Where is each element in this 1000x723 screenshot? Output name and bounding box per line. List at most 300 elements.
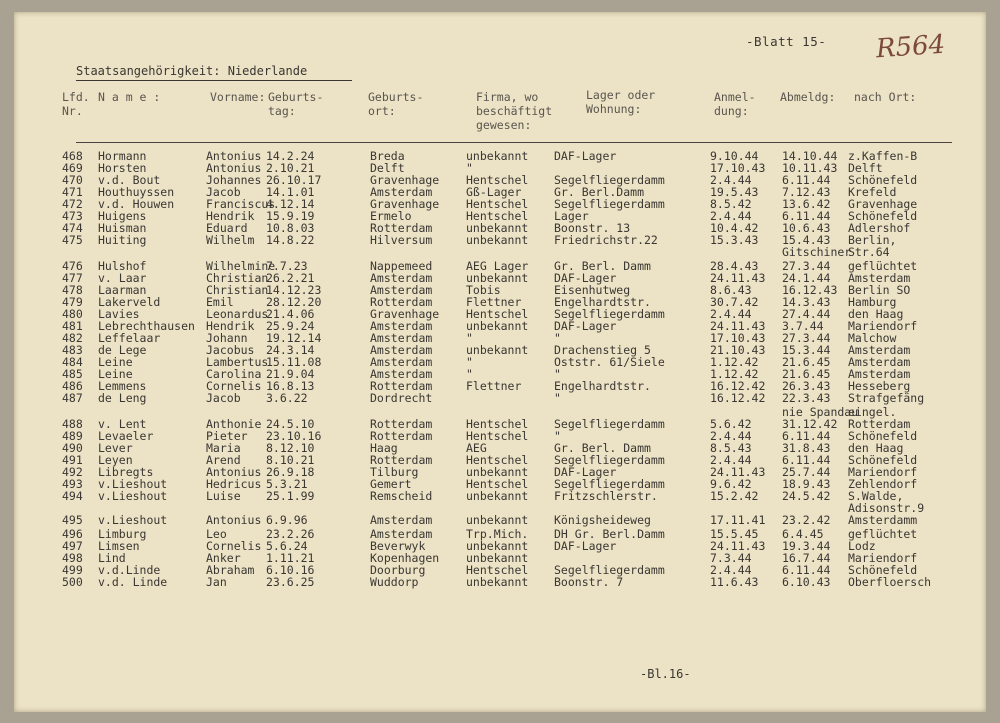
document-sheet (14, 12, 986, 712)
cell-nach-ort: Rotterdam (848, 417, 911, 431)
cell-lager: Gr. Berl. Damm (554, 259, 651, 273)
cell-geb-ort: Remscheid (370, 489, 433, 503)
cell-abmeldung: 10.6.43 (782, 221, 831, 235)
cell-firma: Hentschel (466, 563, 529, 577)
cell-firma: Flettner (466, 379, 522, 393)
cell-anmeldung: 17.10.43 (710, 161, 766, 175)
cell-abmeldung: 6.11.44 (782, 209, 831, 223)
cell-geb-tag: 5.3.21 (266, 477, 308, 491)
cell-abmeldung: 10.11.43 (782, 161, 838, 175)
cell-nach-ort: Adlershof (848, 221, 911, 235)
cell-nach-ort: Berlin, (848, 233, 897, 247)
cell-geb-ort: Amsterdam (370, 355, 433, 369)
cell-name: Leine (98, 355, 133, 369)
cell-vorname: Jacob (206, 185, 241, 199)
cell-abmeldung: 19.3.44 (782, 539, 831, 553)
cell-anmeldung: 2.4.44 (710, 307, 752, 321)
cell-nr: 486 (62, 379, 83, 393)
cell-vorname: Anker (206, 551, 241, 565)
cell-geb-ort: Rotterdam (370, 221, 433, 235)
cell-geb-tag: 21.9.04 (266, 367, 315, 381)
cell-vorname: Jan (206, 575, 227, 589)
cell-nach-ort: Schönefeld (848, 429, 918, 443)
cell-geb-tag: 3.6.22 (266, 391, 308, 405)
cell-anmeldung: 8.5.43 (710, 441, 752, 455)
cell-nr: 471 (62, 185, 83, 199)
cell-vorname: Pieter (206, 429, 248, 443)
cell-anmeldung: 2.4.44 (710, 563, 752, 577)
cell-firma: Flettner (466, 295, 522, 309)
cell-nr: 491 (62, 453, 83, 467)
cell-name: Leine (98, 367, 133, 381)
subject-underline (76, 80, 352, 81)
cell-name: Huigens (98, 209, 147, 223)
cell-anmeldung: 2.4.44 (710, 429, 752, 443)
cell-geb-tag: 2.10.21 (266, 161, 315, 175)
cell-geb-tag: 26.2.21 (266, 271, 315, 285)
cell-geb-tag: 23.10.16 (266, 429, 322, 443)
cell-name: v.Lieshout (98, 477, 168, 491)
cell-firma: Hentschel (466, 173, 529, 187)
cell-nr: 497 (62, 539, 83, 553)
cell-abmeldung: 25.7.44 (782, 465, 831, 479)
cell-geb-tag: 7.7.23 (266, 259, 308, 273)
cell-geb-ort: Dordrecht (370, 391, 433, 405)
cell-name: Lavies (98, 307, 140, 321)
cell-abmeldung: 13.6.42 (782, 197, 831, 211)
cell-geb-tag: 5.6.24 (266, 539, 308, 553)
cell-firma: Hentschel (466, 197, 529, 211)
cell-name: Limburg (98, 527, 147, 541)
cell-vorname: Wilhelm (206, 233, 255, 247)
cell-anmeldung: 16.12.42 (710, 379, 766, 393)
cell-vorname: Christian (206, 271, 269, 285)
cell-nach-ort: Amsterdam (848, 271, 911, 285)
cell-abmeldung: 16.12.43 (782, 283, 838, 297)
cell-firma: " (466, 161, 473, 175)
cell-firma: unbekannt (466, 221, 529, 235)
cell-anmeldung: 24.11.43 (710, 539, 766, 553)
cell-lager: Eisenhutweg (554, 283, 631, 297)
cell-name: v.d. Bout (98, 173, 161, 187)
cell-lager: Friedrichstr.22 (554, 233, 658, 247)
cell-name: Laarman (98, 283, 147, 297)
cell-name: Leffelaar (98, 331, 161, 345)
cell-name: Leyen (98, 453, 133, 467)
cell-nr: 489 (62, 429, 83, 443)
cell-anmeldung: 11.6.43 (710, 575, 759, 589)
cell-nach-ort: Zehlendorf (848, 477, 918, 491)
cell-vorname: Johannes (206, 173, 262, 187)
cell-abmeldung: 27.3.44 (782, 259, 831, 273)
page-footer: -Bl.16- (640, 667, 691, 681)
cell-abmeldung: 6.11.44 (782, 429, 831, 443)
cell-nach-ort: Mariendorf (848, 551, 918, 565)
cell-vorname: Christian (206, 283, 269, 297)
cell-vorname: Abraham (206, 563, 255, 577)
cell-nr: 482 (62, 331, 83, 345)
cell-lager: Segelfliegerdamm (554, 453, 665, 467)
cell-nach-ort: Schönefeld (848, 563, 918, 577)
cell-geb-ort: Kopenhagen (370, 551, 440, 565)
cell-name: Hulshof (98, 259, 147, 273)
cell-nr: 498 (62, 551, 83, 565)
cell-nach-ort: den Haag (848, 307, 904, 321)
cell-geb-ort: Nappemeed (370, 259, 433, 273)
cell-anmeldung: 30.7.42 (710, 295, 759, 309)
cell-lager: Engelhardtstr. (554, 379, 651, 393)
cell-name: v. Lent (98, 417, 147, 431)
cell-lager: Segelfliegerdamm (554, 563, 665, 577)
column-header-geb_ort: Geburts- ort: (368, 90, 424, 118)
cell-anmeldung: 24.11.43 (710, 319, 766, 333)
cell-geb-tag: 23.6.25 (266, 575, 315, 589)
cell-nr: 475 (62, 233, 83, 247)
cell-abmeldung: 6.10.43 (782, 575, 831, 589)
cell-geb-ort: Breda (370, 149, 405, 163)
cell-abmeldung: 14.3.43 (782, 295, 831, 309)
cell-geb-tag: 16.8.13 (266, 379, 315, 393)
cell-anmeldung: 15.2.42 (710, 489, 759, 503)
cell-nr: 500 (62, 575, 83, 589)
cell-anmeldung: 5.6.42 (710, 417, 752, 431)
cell-lager: Boonstr. 13 (554, 221, 631, 235)
cell-vorname: Maria (206, 441, 241, 455)
cell-nach-ort: Krefeld (848, 185, 897, 199)
cell-geb-ort: Gravenhage (370, 173, 440, 187)
cell-lager: Segelfliegerdamm (554, 173, 665, 187)
cell-firma: Hentschel (466, 453, 529, 467)
cell-name: Limsen (98, 539, 140, 553)
cell-nach-ort: Strafgefäng (848, 391, 925, 405)
cell-anmeldung: 24.11.43 (710, 465, 766, 479)
cell-geb-tag: 14.2.24 (266, 149, 315, 163)
cell-name: Lever (98, 441, 133, 455)
cell-nach-ort: Schönefeld (848, 453, 918, 467)
cell-geb-tag: 8.10.21 (266, 453, 315, 467)
cell-anmeldung: 7.3.44 (710, 551, 752, 565)
cell-geb-tag: 10.8.03 (266, 221, 315, 235)
cell-nach-ort: Amsterdam (848, 343, 911, 357)
cell-anmeldung: 9.10.44 (710, 149, 759, 163)
cell-abmeldung: 31.8.43 (782, 441, 831, 455)
cell-abmeldung: Gitschiner (782, 245, 852, 259)
cell-lager: Gr. Berl.Damm (554, 185, 645, 199)
cell-name: Lebrechthausen (98, 319, 195, 333)
cell-nr: 472 (62, 197, 83, 211)
cell-geb-tag: 4.12.14 (266, 197, 315, 211)
cell-vorname: Carolina (206, 367, 262, 381)
cell-vorname: Anthonie (206, 417, 262, 431)
cell-lager: " (554, 429, 561, 443)
cell-abmeldung: 7.12.43 (782, 185, 831, 199)
cell-firma: Trp.Mich. (466, 527, 529, 541)
cell-nr: 490 (62, 441, 83, 455)
cell-lager: DAF-Lager (554, 319, 617, 333)
cell-lager: " (554, 331, 561, 345)
cell-nr: 478 (62, 283, 83, 297)
cell-nach-ort: Delft (848, 161, 883, 175)
cell-name: de Leng (98, 391, 147, 405)
cell-anmeldung: 8.6.43 (710, 283, 752, 297)
cell-lager: Drachenstieg 5 (554, 343, 651, 357)
cell-firma: unbekannt (466, 149, 529, 163)
cell-geb-tag: 6.10.16 (266, 563, 315, 577)
cell-vorname: Emil (206, 295, 234, 309)
cell-geb-ort: Rotterdam (370, 295, 433, 309)
cell-nr: 480 (62, 307, 83, 321)
cell-anmeldung: 17.10.43 (710, 331, 766, 345)
cell-nach-ort: Berlin SO (848, 283, 911, 297)
cell-anmeldung: 9.6.42 (710, 477, 752, 491)
cell-nach-ort: geflüchtet (848, 527, 918, 541)
cell-geb-tag: 14.8.22 (266, 233, 315, 247)
cell-name: de Lege (98, 343, 147, 357)
cell-geb-ort: Delft (370, 161, 405, 175)
cell-firma: unbekannt (466, 319, 529, 333)
cell-abmeldung: 6.11.44 (782, 563, 831, 577)
cell-vorname: Cornelis (206, 539, 262, 553)
cell-anmeldung: 10.4.42 (710, 221, 759, 235)
cell-abmeldung: 18.9.43 (782, 477, 831, 491)
cell-abmeldung: 15.4.43 (782, 233, 831, 247)
cell-geb-ort: Haag (370, 441, 398, 455)
cell-name: Lakerveld (98, 295, 161, 309)
cell-anmeldung: 15.3.43 (710, 233, 759, 247)
archive-mark: R564 (875, 29, 947, 65)
cell-name: v. Laar (98, 271, 147, 285)
cell-vorname: Luise (206, 489, 241, 503)
cell-nr: 494 (62, 489, 83, 503)
cell-geb-tag: 25.1.99 (266, 489, 315, 503)
cell-nr: 474 (62, 221, 83, 235)
cell-anmeldung: 16.12.42 (710, 391, 766, 405)
cell-lager: Lager (554, 209, 589, 223)
cell-name: Levaeler (98, 429, 154, 443)
cell-lager: Segelfliegerdamm (554, 307, 665, 321)
column-header-abmeldung: Abmeldg: (780, 90, 836, 104)
cell-vorname: Cornelis (206, 379, 262, 393)
cell-nach-ort: Str.64 (848, 245, 890, 259)
cell-nr: 488 (62, 417, 83, 431)
cell-abmeldung: 24.5.42 (782, 489, 831, 503)
cell-geb-tag: 24.5.10 (266, 417, 315, 431)
sheet-label: -Blatt 15- (746, 34, 827, 49)
cell-geb-ort: Amsterdam (370, 185, 433, 199)
cell-anmeldung: 2.4.44 (710, 173, 752, 187)
cell-nach-ort: Schönefeld (848, 209, 918, 223)
cell-nr: 485 (62, 367, 83, 381)
cell-firma: unbekannt (466, 489, 529, 503)
column-header-geb_tag: Geburts- tag: (268, 90, 324, 118)
cell-vorname: Leonardus (206, 307, 269, 321)
cell-vorname: Jacob (206, 391, 241, 405)
cell-geb-ort: Tilburg (370, 465, 419, 479)
cell-geb-ort: Rotterdam (370, 453, 433, 467)
cell-nr: 495 (62, 513, 83, 527)
cell-nr: 470 (62, 173, 83, 187)
cell-lager: Fritzschlerstr. (554, 489, 658, 503)
cell-name: v.d. Linde (98, 575, 168, 589)
cell-anmeldung: 19.5.43 (710, 185, 759, 199)
column-header-anmeldung: Anmel- dung: (714, 90, 756, 118)
cell-geb-ort: Ermelo (370, 209, 412, 223)
cell-firma: unbekannt (466, 551, 529, 565)
cell-nach-ort: den Haag (848, 441, 904, 455)
cell-firma: Hentschel (466, 477, 529, 491)
cell-lager: Segelfliegerdamm (554, 197, 665, 211)
cell-abmeldung: 27.3.44 (782, 331, 831, 345)
cell-name: v.Lieshout (98, 513, 168, 527)
cell-geb-ort: Amsterdam (370, 331, 433, 345)
cell-geb-ort: Amsterdam (370, 527, 433, 541)
cell-lager: DAF-Lager (554, 465, 617, 479)
cell-nach-ort: Amsterdam (848, 355, 911, 369)
cell-geb-ort: Gravenhage (370, 307, 440, 321)
cell-nach-ort: Malchow (848, 331, 897, 345)
cell-vorname: Franciscus (206, 197, 276, 211)
cell-geb-ort: Amsterdam (370, 271, 433, 285)
cell-vorname: Lambertus (206, 355, 269, 369)
cell-abmeldung: 3.7.44 (782, 319, 824, 333)
cell-nr: 469 (62, 161, 83, 175)
cell-firma: Hentschel (466, 417, 529, 431)
cell-vorname: Wilhelmine (206, 259, 276, 273)
cell-geb-tag: 15.9.19 (266, 209, 315, 223)
cell-nach-ort: Oberfloersch (848, 575, 932, 589)
cell-firma: unbekannt (466, 575, 529, 589)
cell-vorname: Antonius (206, 161, 262, 175)
column-header-name: N a m e : (98, 90, 161, 104)
cell-vorname: Jacobus (206, 343, 255, 357)
column-header-firma: Firma, wo beschäftigt gewesen: (476, 90, 553, 132)
cell-anmeldung: 24.11.43 (710, 271, 766, 285)
header-rule (76, 142, 952, 143)
cell-geb-ort: Rotterdam (370, 417, 433, 431)
cell-geb-tag: 21.4.06 (266, 307, 315, 321)
cell-vorname: Antonius (206, 513, 262, 527)
cell-nach-ort: Lodz (848, 539, 876, 553)
cell-geb-tag: 23.2.26 (266, 527, 315, 541)
cell-nr: 473 (62, 209, 83, 223)
cell-geb-tag: 6.9.96 (266, 513, 308, 527)
cell-nach-ort: Hamburg (848, 295, 897, 309)
cell-nach-ort: Amsterdamm (848, 513, 918, 527)
cell-lager: DAF-Lager (554, 539, 617, 553)
cell-nr: 483 (62, 343, 83, 357)
cell-abmeldung: 31.12.42 (782, 417, 838, 431)
cell-geb-ort: Doorburg (370, 563, 426, 577)
cell-nr: 496 (62, 527, 83, 541)
cell-nach-ort: Schönefeld (848, 173, 918, 187)
cell-lager: DH Gr. Berl.Damm (554, 527, 665, 541)
cell-anmeldung: 15.5.45 (710, 527, 759, 541)
cell-nach-ort: geflüchtet (848, 259, 918, 273)
cell-anmeldung: 28.4.43 (710, 259, 759, 273)
cell-abmeldung: 22.3.43 (782, 391, 831, 405)
cell-geb-ort: Gemert (370, 477, 412, 491)
cell-nr: 479 (62, 295, 83, 309)
cell-firma: AEG (466, 441, 487, 455)
cell-geb-tag: 24.3.14 (266, 343, 315, 357)
cell-nr: 468 (62, 149, 83, 163)
column-header-vorname: Vorname: (210, 90, 266, 104)
cell-firma: unbekannt (466, 539, 529, 553)
cell-geb-tag: 26.9.18 (266, 465, 315, 479)
cell-nach-ort: eingel. (848, 405, 897, 419)
cell-firma: Hentschel (466, 209, 529, 223)
cell-geb-tag: 25.9.24 (266, 319, 315, 333)
cell-lager: Oststr. 61/Siele (554, 355, 665, 369)
cell-abmeldung: 15.3.44 (782, 343, 831, 357)
cell-name: Houthuyssen (98, 185, 175, 199)
cell-nr: 499 (62, 563, 83, 577)
cell-lager: Gr. Berl. Damm (554, 441, 651, 455)
cell-abmeldung: 23.2.42 (782, 513, 831, 527)
cell-vorname: Hendrik (206, 319, 255, 333)
cell-geb-ort: Hilversum (370, 233, 433, 247)
column-header-nr: Lfd. Nr. (62, 90, 90, 118)
cell-firma: Tobis (466, 283, 501, 297)
cell-anmeldung: 21.10.43 (710, 343, 766, 357)
cell-geb-ort: Rotterdam (370, 429, 433, 443)
cell-geb-ort: Amsterdam (370, 319, 433, 333)
cell-vorname: Arend (206, 453, 241, 467)
cell-anmeldung: 1.12.42 (710, 367, 759, 381)
cell-name: Huiting (98, 233, 147, 247)
cell-firma: unbekannt (466, 343, 529, 357)
cell-lager: Boonstr. 7 (554, 575, 624, 589)
cell-geb-ort: Gravenhage (370, 197, 440, 211)
cell-name: v.d.Linde (98, 563, 161, 577)
cell-name: Lind (98, 551, 126, 565)
cell-abmeldung: 6.11.44 (782, 173, 831, 187)
cell-geb-tag: 19.12.14 (266, 331, 322, 345)
cell-geb-tag: 28.12.20 (266, 295, 322, 309)
cell-firma: unbekannt (466, 233, 529, 247)
cell-geb-tag: 8.12.10 (266, 441, 315, 455)
cell-lager: DAF-Lager (554, 271, 617, 285)
cell-lager: " (554, 367, 561, 381)
cell-anmeldung: 8.5.42 (710, 197, 752, 211)
cell-name: v.Lieshout (98, 489, 168, 503)
cell-name: v.d. Houwen (98, 197, 175, 211)
cell-anmeldung: 2.4.44 (710, 453, 752, 467)
cell-anmeldung: 17.11.41 (710, 513, 766, 527)
cell-nach-ort: Amsterdam (848, 367, 911, 381)
cell-abmeldung: 6.11.44 (782, 453, 831, 467)
cell-nach-ort: Mariendorf (848, 465, 918, 479)
cell-nr: 484 (62, 355, 83, 369)
cell-abmeldung: 16.7.44 (782, 551, 831, 565)
cell-firma: unbekannt (466, 271, 529, 285)
cell-lager: Königsheideweg (554, 513, 651, 527)
subject-heading: Staatsangehörigkeit: Niederlande (76, 64, 308, 78)
cell-firma: Hentschel (466, 307, 529, 321)
cell-nr: 477 (62, 271, 83, 285)
cell-lager: DAF-Lager (554, 149, 617, 163)
cell-name: Hormann (98, 149, 147, 163)
cell-firma: unbekannt (466, 465, 529, 479)
column-header-lager: Lager oder Wohnung: (586, 88, 656, 116)
cell-abmeldung: nie Spandau (782, 405, 859, 419)
cell-geb-ort: Amsterdam (370, 513, 433, 527)
cell-firma: " (466, 355, 473, 369)
cell-nr: 481 (62, 319, 83, 333)
cell-geb-tag: 1.11.21 (266, 551, 315, 565)
cell-name: Lemmens (98, 379, 147, 393)
cell-firma: Gß-Lager (466, 185, 522, 199)
